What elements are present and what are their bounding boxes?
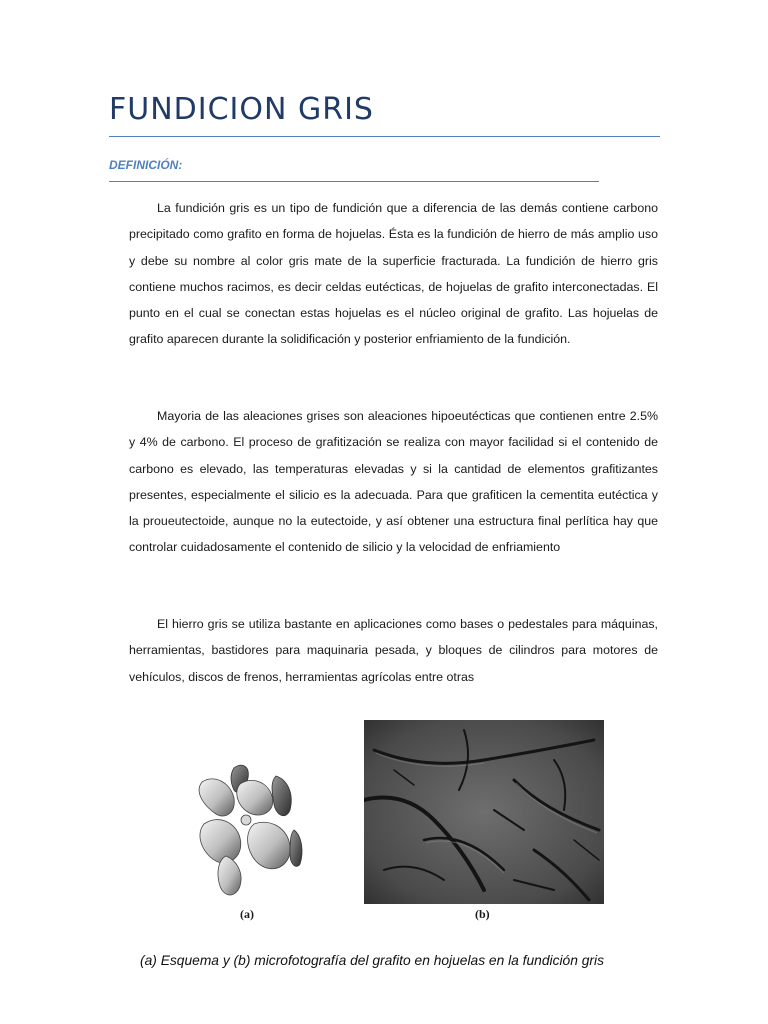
section-heading: DEFINICIÓN: bbox=[109, 158, 183, 172]
figure-label-a: (a) bbox=[240, 907, 254, 921]
paragraph-definition: La fundición gris es un tipo de fundición que a diferencia de las demás contiene carbono precipitado como grafito en forma de hojuelas. Ésta es la fundición de hierro de más amplio uso y debe su nombre al color gris mate de la superficie fracturada. La fundición de hierro gris contiene muchos racimos, es decir celdas eutécticas, de hojuelas de grafito interconectadas. El punto en el cual se conectan estas hojuelas es el núcleo original de grafito. Las hojuelas de grafito aparecen durante la solidificación y posterior enfriamiento de la fundición. bbox=[129, 201, 658, 347]
graphite-micrograph bbox=[364, 720, 604, 904]
graphite-flake-schematic bbox=[190, 760, 310, 902]
figure-label-b: (b) bbox=[475, 907, 490, 921]
section-divider bbox=[109, 181, 599, 182]
paragraph-composition: Mayoria de las aleaciones grises son aleaciones hipoeutécticas que contienen entre 2.5% y 4% de carbono. El proceso de grafitización se realiza con mayor facilidad si el contenido de carbono es elevado, las temperaturas elevadas y si la cantidad de elementos grafitizantes presentes, especialmente el silicio es la adecuada. Para que grafiticen la cementita eutéctica y la proueutectoide, aunque no la eutectoide, y así obtener una estructura final perlítica hay que controlar cuidadosamente el contenido de silicio y la velocidad de enfriamiento bbox=[129, 409, 658, 555]
paragraph-applications: El hierro gris se utiliza bastante en aplicaciones como bases o pedestales para máquinas, herramientas, bastidores para maquinaria pesada, y bloques de cilindros para motores de vehículos, discos de frenos, herramientas agrícolas entre otras bbox=[129, 617, 658, 684]
figure-caption: (a) Esquema y (b) microfotografía del grafito en hojuelas en la fundición gris bbox=[140, 953, 604, 968]
title-divider bbox=[109, 136, 660, 137]
document-title: FUNDICION GRIS bbox=[109, 92, 374, 127]
